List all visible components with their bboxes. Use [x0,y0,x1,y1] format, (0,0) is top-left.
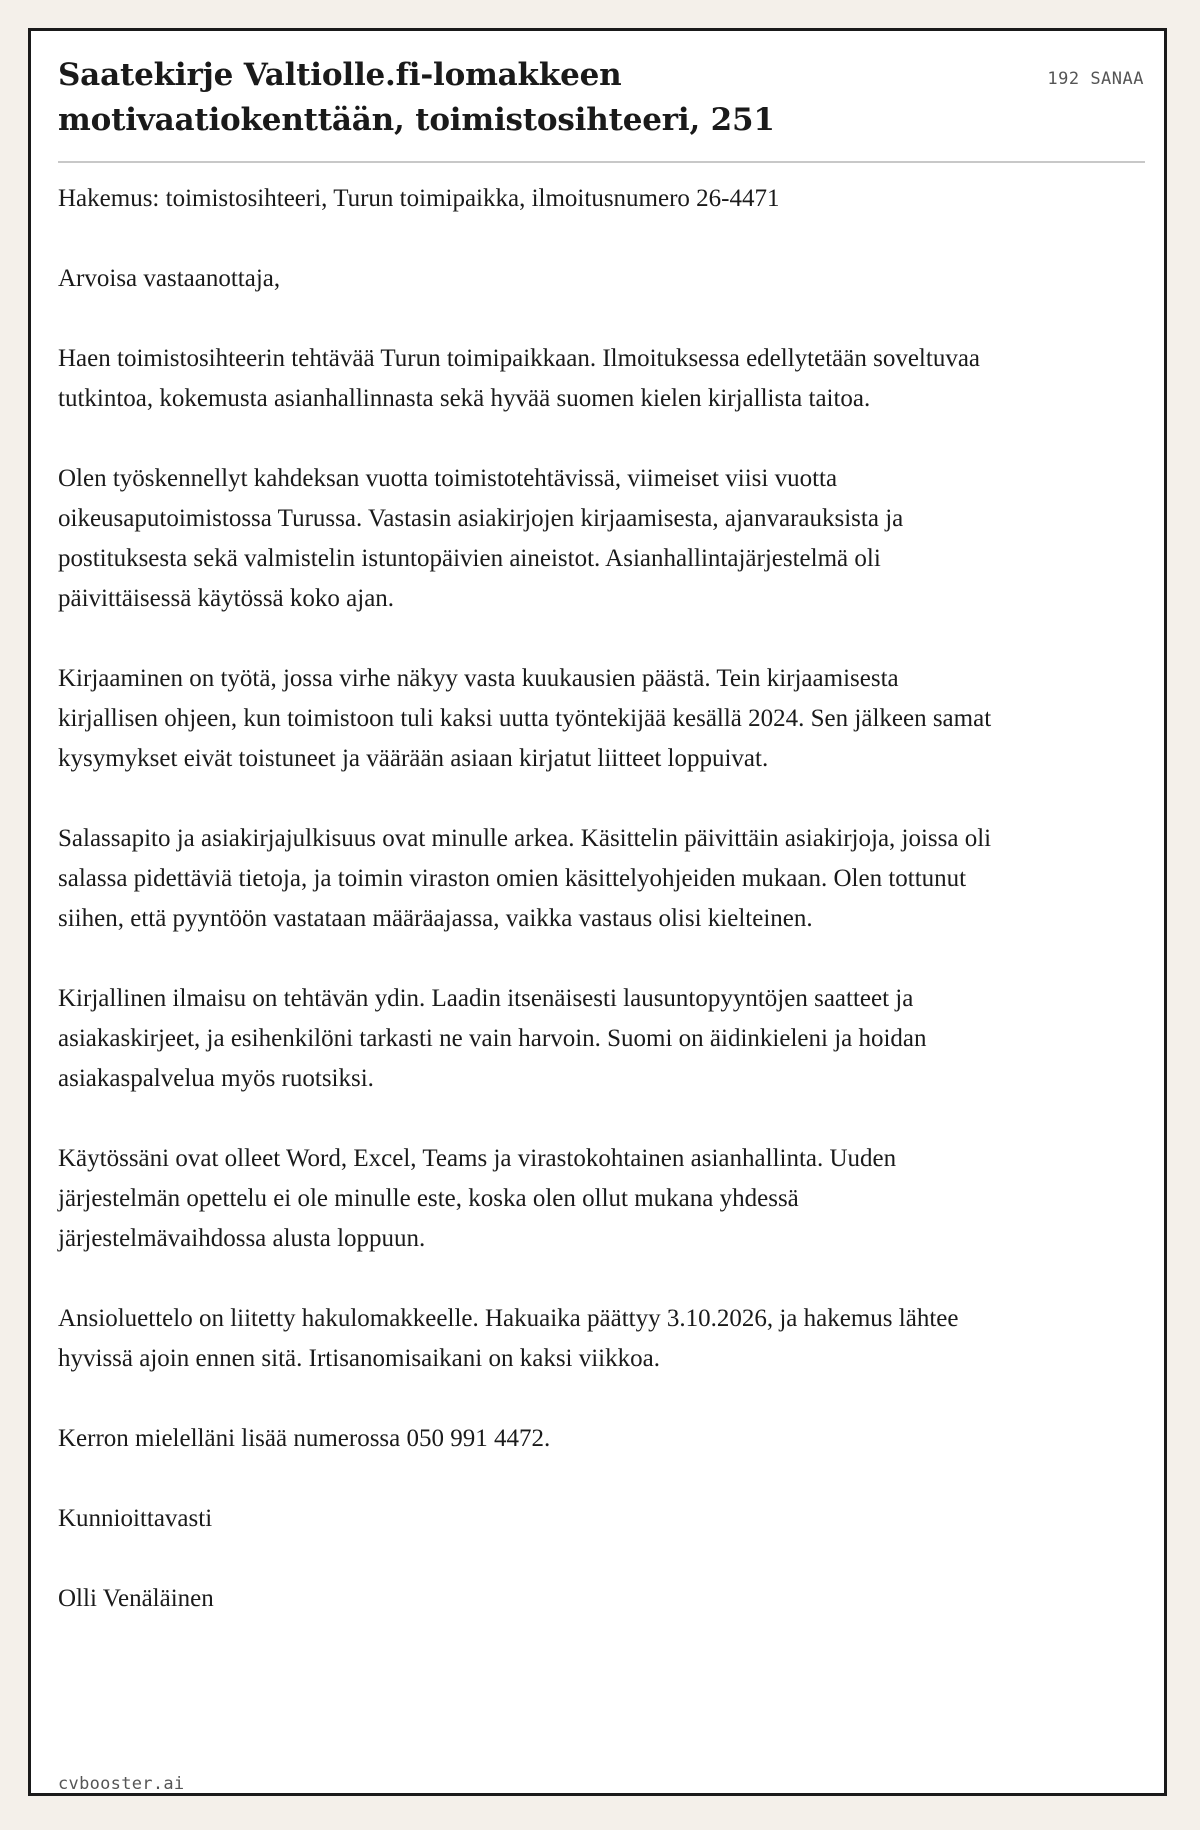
letter-paragraph: Kirjallinen ilmaisu on tehtävän ydin. Laadin itsenäisesti lausuntopyyntöjen saatteet ja asiakaskirjeet, ja esihenkilöni tarkasti ne vain harvoin. Suomi on äidinkieleni ja hoidan asiakaspalvelua myös ruotsiksi. [58,985,927,1092]
title-line-2: motivaatiokenttään, toimistosihteeri, 251 [58,102,775,138]
letter-paragraph: Olen työskennellyt kahdeksan vuotta toimistotehtävissä, viimeiset viisi vuotta oikeusaputoimistossa Turussa. Vastasin asiakirjojen kirjaamisesta, ajanvarauksista ja postituksesta sekä valmistelin istuntopäivien aineistot. Asianhallintajärjestelmä oli päivittäisessä käytössä koko ajan. [58,465,904,612]
closing: Kunnioittavasti [58,1505,213,1532]
letter-body [58,179,1058,1619]
title-line-1: Saatekirje Valtiolle.fi-lomakkeen [58,57,622,93]
letter-paragraph: Haen toimistosihteerin tehtävää Turun toimipaikkaan. Ilmoituksessa edellytetään soveltuvaa tutkintoa, kokemusta asianhallinnasta sekä hyvää suomen kielen kirjallista taitoa. [58,345,981,412]
document-card [28,28,1167,1796]
header-divider [58,161,1145,163]
letter-paragraph: Salassapito ja asiakirjajulkisuus ovat minulle arkea. Käsittelin päivittäin asiakirjoja, joissa oli salassa pidettäviä tietoja, ja toimin viraston omien käsittelyohjeiden mukaan. Olen tottunut siihen, että pyyntöön vastataan määräajassa, vaikka vastaus olisi kielteinen. [58,825,992,932]
contact-line: Kerron mielelläni lisää numerossa 050 991 4472. [58,1425,551,1452]
application-reference: Hakemus: toimistosihteeri, Turun toimipaikka, ilmoitusnumero 26-4471 [58,185,780,212]
document-header [58,53,1144,143]
footer-brand: cvbooster.ai [58,1774,185,1794]
salutation: Arvoisa vastaanottaja, [58,265,281,292]
word-count-badge: 192 SANAA [1047,69,1144,89]
letter-paragraph: Ansioluettelo on liitetty hakulomakkeelle. Hakuaika päättyy 3.10.2026, ja hakemus lähtee hyvissä ajoin ennen sitä. Irtisanomisaikani on kaksi viikkoa. [58,1305,959,1372]
letter-paragraph: Kirjaaminen on työtä, jossa virhe näkyy vasta kuukausien päästä. Tein kirjaamisesta kirjallisen ohjeen, kun toimistoon tuli kaksi uutta työntekijää kesällä 2024. Sen jälkeen samat kysymykset eivät toistuneet ja väärään asiaan kirjatut liitteet loppuivat. [58,665,992,772]
document-title [58,53,898,143]
signature-name: Olli Venäläinen [58,1585,214,1612]
letter-paragraph: Käytössäni ovat olleet Word, Excel, Teams ja virastokohtainen asianhallinta. Uuden järjestelmän opettelu ei ole minulle este, koska olen ollut mukana yhdessä järjestelmävaihdossa alusta loppuun. [58,1145,897,1252]
